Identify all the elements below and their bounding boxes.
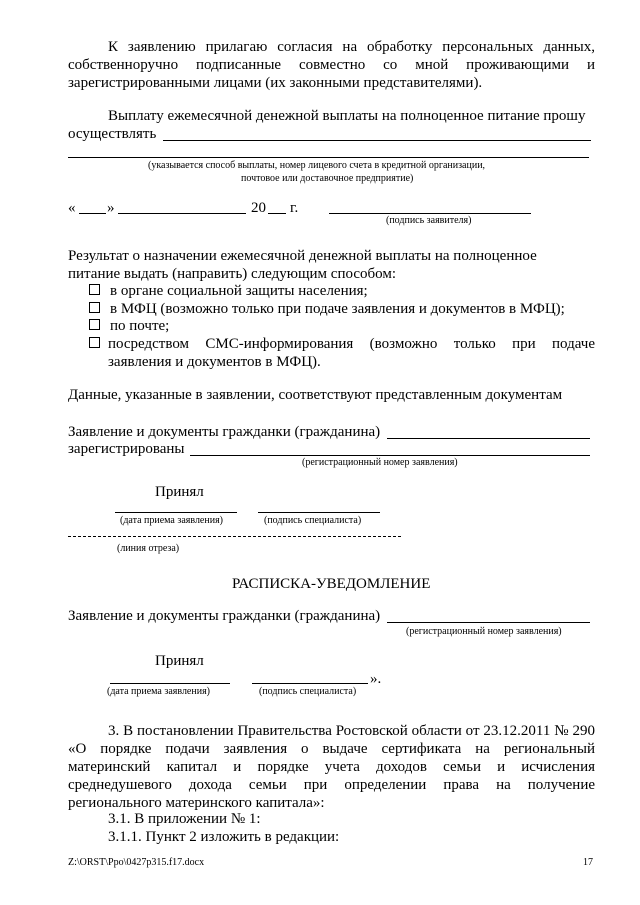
option-sms-label-1: посредством СМС-информирования (возможно только при подаче [108,336,595,352]
receipt-specialist-signature-hint: (подпись специалиста) [259,686,357,697]
section3-line-3: материнский капитал и порядке учета доходов семьи и исчисления [68,759,595,775]
receipt-accept-date-field[interactable] [110,683,230,684]
payment-line-2-label: осуществлять [68,126,157,142]
result-line-2: питание выдать (направить) следующим способом: [68,266,397,282]
applicant-signature-field[interactable] [329,213,531,214]
option-sms-label-2: заявления и документов в МФЦ). [108,354,321,370]
receipt-registration-field[interactable] [387,622,590,623]
option-mfc-label: в МФЦ (возможно только при подаче заявления и документов в МФЦ); [110,301,565,317]
section3-paragraph [68,722,595,812]
registered-line-2: зарегистрированы [68,441,185,457]
receipt-registration-hint: (регистрационный номер заявления) [406,626,562,637]
date-year-suffix: г. [290,200,299,216]
option-mfc[interactable] [89,300,565,318]
payment-method-field[interactable] [163,140,591,141]
option-sms [108,335,595,371]
consent-line-1: К заявлению прилагаю согласия на обработку персональных данных, [108,39,595,55]
receipt-accept-date-hint: (дата приема заявления) [107,686,211,697]
date-day-field[interactable] [79,213,106,214]
section3-item-1: 3.1. В приложении № 1: [108,811,261,827]
footer-page-number: 17 [583,857,593,868]
receipt-title: РАСПИСКА-УВЕДОМЛЕНИЕ [232,576,431,592]
consent-line-2: собственноручно подписанные совместно со мной проживающими и [68,57,595,73]
section3-line-4: среднедушевого дохода семьи при определении права на получение [68,777,595,793]
section3-line-1: 3. В постановлении Правительства Ростовской области от 23.12.2011 № 290 [108,723,595,739]
accept-date-field[interactable] [115,512,237,513]
date-open-quote: « [68,200,76,216]
registration-number-hint: (регистрационный номер заявления) [302,457,458,468]
checkbox-social-protection[interactable] [89,284,100,295]
registration-number-field[interactable] [190,455,590,456]
date-close-quote: » [107,200,115,216]
option-post[interactable] [89,317,169,335]
specialist-signature-hint: (подпись специалиста) [264,515,362,526]
payment-method-field-2[interactable] [68,157,589,158]
specialist-signature-field[interactable] [258,512,380,513]
registered-line-1: Заявление и документы гражданки (гражданина) [68,424,381,440]
result-line-1: Результат о назначении ежемесячной денежной выплаты на полноценное [68,248,537,264]
date-year-prefix: 20 [251,200,266,216]
payment-hint-2: почтовое или доставочное предприятие) [241,173,414,184]
section3-item-2: 3.1.1. Пункт 2 изложить в редакции: [108,829,340,845]
checkbox-post[interactable] [89,319,100,330]
receipt-specialist-signature-field[interactable] [252,683,368,684]
cut-line [68,536,401,537]
date-month-field[interactable] [118,213,246,214]
accepted-label: Принял [155,484,204,500]
payment-hint-1: (указывается способ выплаты, номер лицевого счета в кредитной организации, [148,160,486,171]
footer-file-path: Z:\ORST\Ppo\0427p315.f17.docx [68,857,205,868]
cut-line-hint: (линия отреза) [117,543,180,554]
section3-line-2: «О порядке подачи заявления о выдаче сертификата на региональный [68,741,595,757]
receipt-line-1: Заявление и документы гражданки (гражданина) [68,608,381,624]
consent-paragraph [68,38,595,92]
option-sms-checkbox-row[interactable] [89,335,110,353]
receipt-end-mark: ». [370,671,382,687]
date-year-field[interactable] [268,213,286,214]
registered-applicant-field[interactable] [387,438,590,439]
checkbox-sms[interactable] [89,337,100,348]
checkbox-mfc[interactable] [89,302,100,313]
data-correspond: Данные, указанные в заявлении, соответствуют представленным документам [68,387,563,403]
option-social-protection-label: в органе социальной защиты населения; [110,283,368,299]
applicant-signature-hint: (подпись заявителя) [386,215,472,226]
consent-line-3: зарегистрированными лицами (их законными представителями). [68,75,483,91]
option-social-protection[interactable] [89,282,368,300]
accept-date-hint: (дата приема заявления) [120,515,224,526]
option-post-label: по почте; [110,318,170,334]
payment-line-1: Выплату ежемесячной денежной выплаты на полноценное питание прошу [108,108,586,124]
section3-line-5: регионального материнского капитала»: [68,795,325,811]
receipt-accepted-label: Принял [155,653,204,669]
